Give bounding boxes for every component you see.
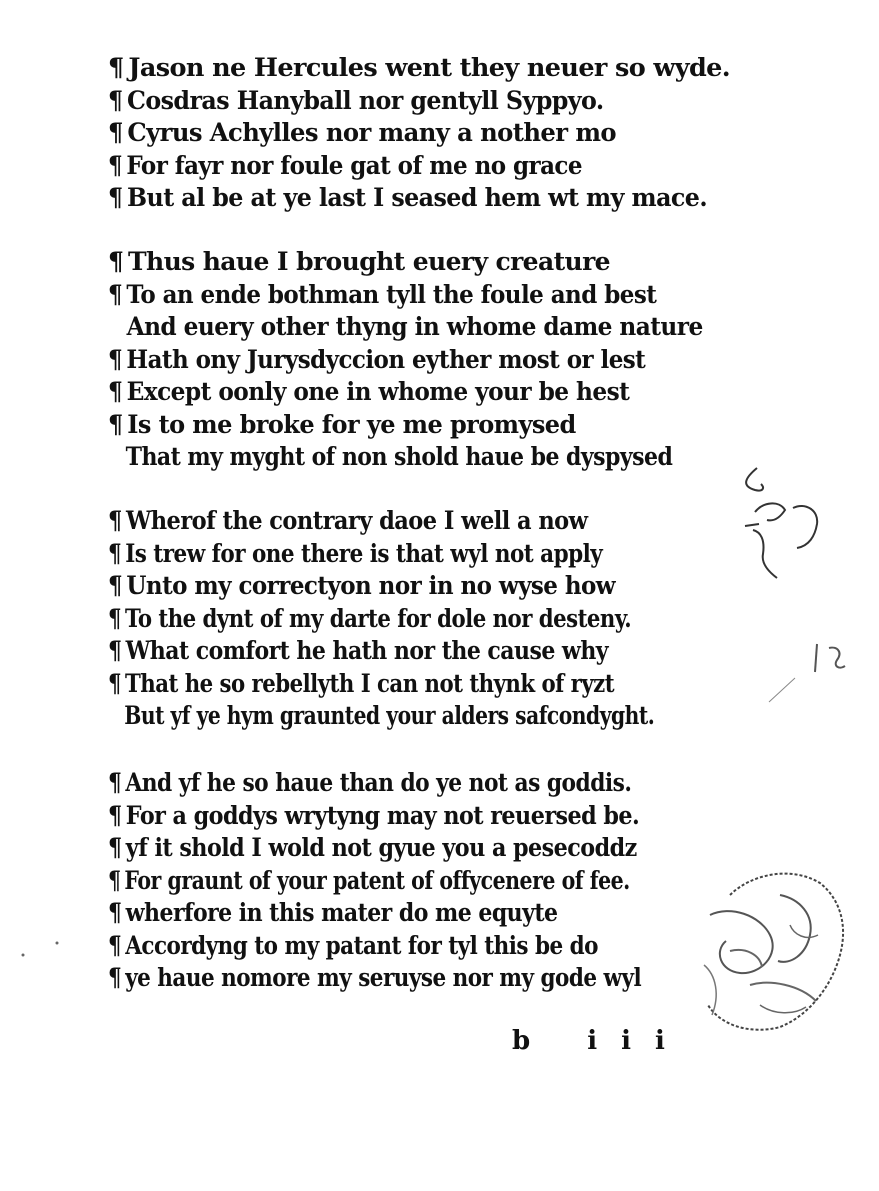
verse-line [108, 150, 660, 183]
pilcrow-mark: ¶ [108, 344, 123, 374]
verse-text: What comfort he hath nor the cause why [125, 636, 609, 665]
verse-text: Jason ne Hercules went they neuer so wyde. [128, 53, 731, 82]
verse-line [108, 865, 630, 898]
verse-text: Is trew for one there is that wyl not apply [125, 538, 603, 568]
pilcrow-mark: ¶ [108, 768, 122, 797]
stanza [108, 246, 708, 474]
verse-line [108, 930, 624, 963]
verse-line [108, 767, 630, 800]
verse-text: Thus haue I brought euery creature [128, 247, 610, 276]
pilcrow-mark: ¶ [108, 898, 122, 927]
verse-line [108, 376, 666, 409]
stanza [108, 767, 708, 995]
pilcrow-mark: ¶ [108, 636, 122, 665]
pilcrow-mark: ¶ [108, 506, 122, 535]
verse-line [108, 570, 660, 603]
verse-text: ye haue nomore my seruyse nor my gode wyl [125, 963, 642, 992]
pilcrow-mark: ¶ [108, 833, 122, 862]
pilcrow-mark: ¶ [108, 603, 122, 633]
verse-line [108, 279, 660, 312]
verse-text: But yf ye hym graunted your alders safcondyght. [124, 701, 655, 730]
verse-text: Hath ony Jurysdyccion eyther most or lest [126, 344, 646, 374]
verse-line [108, 962, 642, 995]
verse-line [108, 635, 636, 668]
verse-text: And yf he so haue than do ye not as goddis. [125, 768, 632, 797]
verse-text: wherfore in this mater do me equyte [125, 898, 558, 927]
verse-line [108, 668, 618, 701]
pilcrow-mark: ¶ [108, 930, 122, 960]
verse-text: But al be at ye last I seased hem wt my mace. [127, 183, 708, 212]
verse-text: That he so rebellyth I can not thynk of ryzt [125, 668, 615, 698]
pilcrow-mark: ¶ [108, 571, 123, 600]
pilcrow-mark: ¶ [108, 963, 122, 992]
verse-text: To the dynt of my darte for dole nor desteny. [125, 603, 632, 633]
pilcrow-mark: ¶ [108, 538, 122, 568]
pilcrow-mark: ¶ [108, 668, 122, 698]
verse-line [108, 700, 655, 733]
pilcrow-mark: ¶ [108, 279, 123, 309]
verse-text: For fayr nor foule gat of me no grace [126, 150, 582, 180]
verse-line [108, 182, 708, 215]
verse-line [108, 603, 632, 636]
library-stamp [690, 855, 855, 1045]
stanza [108, 505, 708, 733]
stray-mark [15, 935, 65, 965]
verse-line [108, 832, 642, 865]
pilcrow-mark: ¶ [108, 800, 122, 830]
pilcrow-mark: ¶ [108, 183, 123, 212]
verse-line [108, 897, 636, 930]
verse-line [108, 538, 624, 571]
pilcrow-mark: ¶ [108, 150, 123, 180]
pilcrow-mark: ¶ [108, 85, 123, 115]
margin-note [765, 630, 865, 710]
verse-line [108, 505, 648, 538]
verse-line [108, 246, 708, 279]
pilcrow-mark: ¶ [108, 118, 123, 147]
pilcrow-mark: ¶ [108, 247, 124, 276]
verse-text: Accordyng to my patant for tyl this be do [125, 930, 598, 960]
verse-text: Wherof the contrary daoe I well a now [126, 506, 588, 535]
pilcrow-mark: ¶ [108, 409, 123, 439]
verse-line [108, 409, 684, 442]
verse-text: To an ende bothman tyll the foule and best [126, 279, 657, 309]
verse-line [108, 800, 642, 833]
verse-line [108, 441, 673, 474]
verse-line [108, 344, 660, 377]
verse-text: And euery other thyng in whome dame nature [126, 312, 703, 341]
pilcrow-mark: ¶ [108, 377, 123, 406]
verse-line [108, 117, 690, 150]
pilcrow-mark: ¶ [108, 865, 121, 895]
verse-text: That my myght of non shold haue be dyspysed [125, 442, 673, 471]
stanza [108, 52, 731, 215]
verse-line [108, 311, 703, 344]
verse-line [108, 52, 731, 85]
margin-scribble [735, 460, 835, 590]
verse-text: Except oonly one in whome your be hest [126, 377, 630, 406]
verse-text: For a goddys wrytyng may not reuersed be. [125, 800, 640, 830]
pilcrow-mark: ¶ [108, 53, 124, 82]
verse-text: Cyrus Achylles nor many a nother mo [127, 118, 617, 147]
verse-text: For graunt of your patent of offycenere of fee. [124, 865, 630, 895]
verse-text: Unto my correctyon nor in no wyse how [126, 571, 616, 600]
verse-text: Is to me broke for ye me promysed [127, 409, 576, 439]
signature-mark: b iii [512, 1026, 689, 1056]
verse-line [108, 85, 678, 118]
verse-text: yf it shold I wold not gyue you a pesecoddz [125, 833, 637, 862]
verse-text: Cosdras Hanyball nor gentyll Syppyo. [127, 85, 604, 115]
